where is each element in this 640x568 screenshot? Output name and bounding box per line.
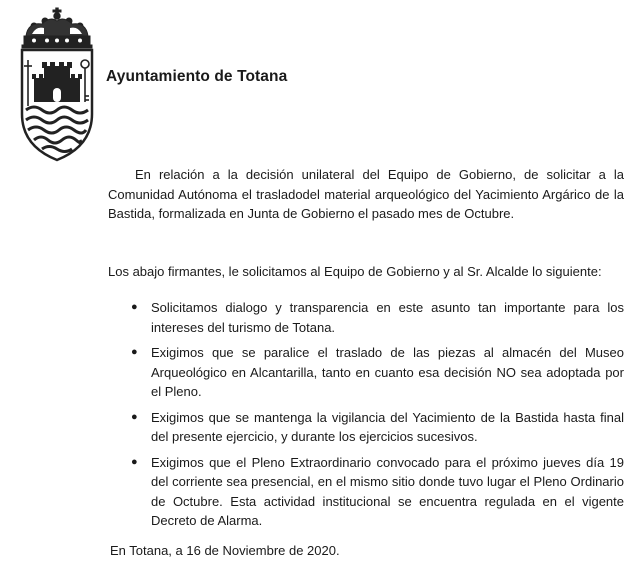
list-item [128, 408, 624, 447]
organization-name: Ayuntamiento de Totana [106, 68, 288, 85]
list-item [128, 298, 624, 337]
bullet-icon: ● [131, 346, 138, 358]
request-paragraph: Los abajo firmantes, le solicitamos al Equipo de Gobierno y al Sr. Alcalde lo siguiente: [108, 264, 602, 279]
list-item-text: Exigimos que se mantenga la vigilancia del Yacimiento de la Bastida hasta final del presente ejercicio, y durante los ejercicios sucesivos. [151, 409, 624, 444]
list-item [128, 343, 624, 402]
coat-of-arms-icon [14, 6, 100, 162]
list-item-text: Exigimos que se paralice el traslado de las piezas al almacén del Museo Arqueológico en Alcantarilla, tanto en cuanto esa decisión NO sea adoptada por el Pleno. [151, 345, 624, 399]
demands-list [128, 298, 624, 537]
closing-date: En Totana, a 16 de Noviembre de 2020. [110, 543, 340, 558]
list-item [128, 453, 624, 531]
list-item-text: Exigimos que el Pleno Extraordinario convocado para el próximo jueves día 19 del corriente sea presencial, en el mismo sitio donde tuvo lugar el Pleno Ordinario de Octubre. Esta actividad institucional se encuentra regulada en el vigente Decreto de Alarma. [151, 454, 624, 528]
bullet-icon: ● [131, 301, 138, 313]
intro-paragraph: En relación a la decisión unilateral del Equipo de Gobierno, de solicitar a la Comunidad Autónoma el trasladodel material arqueológico del Yacimiento Argárico de la Bastida, formalizada en Junta de Gobierno el pasado mes de Octubre. [108, 167, 624, 221]
bullet-icon: ● [131, 410, 138, 423]
bullet-icon: ● [131, 455, 138, 468]
list-item-text: Solicitamos dialogo y transparencia en este asunto tan importante para los intereses del turismo de Totana. [151, 300, 624, 335]
